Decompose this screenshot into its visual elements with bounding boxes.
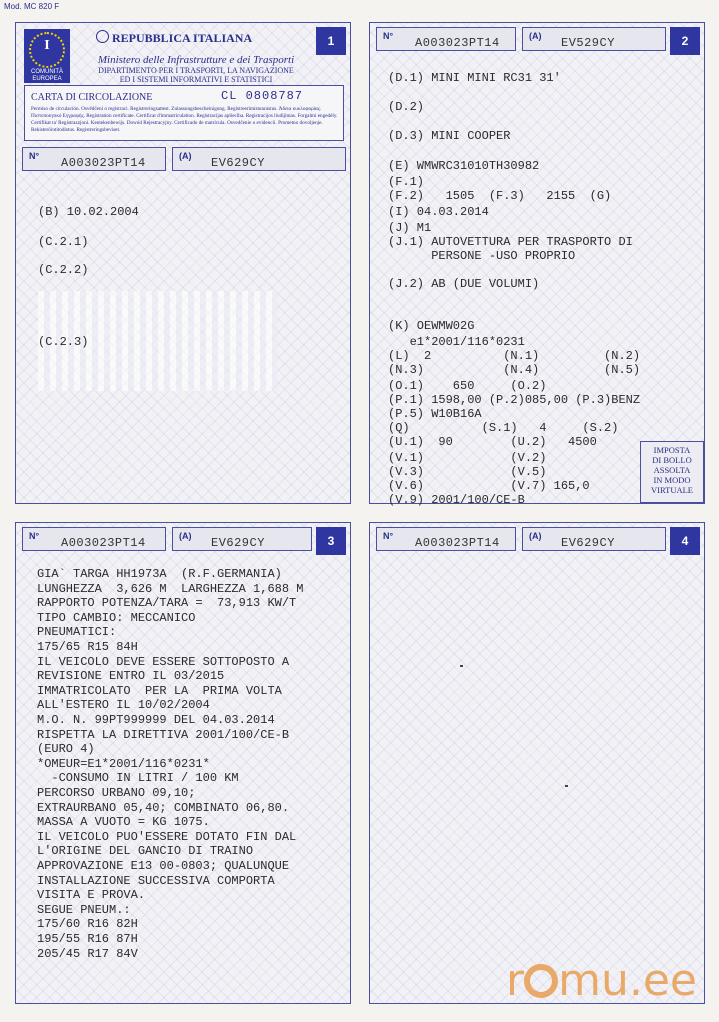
page-3 bbox=[15, 522, 351, 1004]
plate-box: (A) EV629CY bbox=[172, 527, 312, 551]
vehicle-data-line: (O.1) 650 (O.2) bbox=[388, 379, 547, 393]
note-line: IL VEICOLO PUO'ESSERE DOTATO FIN DAL bbox=[37, 829, 297, 844]
department-line-1: DIPARTIMENTO PER I TRASPORTI, LA NAVIGAZIONE bbox=[98, 66, 294, 75]
note-line: ALL'ESTERO IL 10/02/2004 bbox=[37, 698, 210, 713]
plate-number: EV629CY bbox=[211, 536, 265, 550]
vehicle-data-line: (J) M1 bbox=[388, 221, 432, 235]
note-line: (EURO 4) bbox=[37, 742, 95, 757]
note-line: VISITA E PROVA. bbox=[37, 888, 146, 903]
speck bbox=[460, 665, 463, 667]
vehicle-data-line: (V.6) (V.7) 165,0 bbox=[388, 479, 590, 493]
vehicle-data-line: PERSONE -USO PROPRIO bbox=[388, 249, 576, 263]
plate-box: (A) EV629CY bbox=[522, 527, 666, 551]
tax-stamp bbox=[640, 441, 704, 503]
document-number-box: N° A003023PT14 bbox=[376, 527, 516, 551]
vehicle-data-line: (Q) (S.1) 4 (S.2) bbox=[388, 421, 619, 435]
page-4 bbox=[369, 522, 705, 1004]
note-line: IMMATRICOLATO PER LA PRIMA VOLTA bbox=[37, 683, 282, 698]
note-line: MASSA A VUOTO = KG 1075. bbox=[37, 815, 210, 830]
note-line: 175/65 R15 84H bbox=[37, 640, 138, 654]
watermark-o-icon bbox=[524, 964, 558, 998]
vehicle-data-line: (D.1) MINI MINI RC31 31' bbox=[388, 71, 561, 85]
document-number: A003023PT14 bbox=[415, 36, 500, 50]
note-line: LUNGHEZZA 3,626 M LARGHEZZA 1,688 M bbox=[37, 581, 304, 596]
republic-emblem-icon bbox=[96, 30, 109, 43]
note-line: TIPO CAMBIO: MECCANICO bbox=[37, 610, 196, 625]
document-number-box: N° A003023PT14 bbox=[376, 27, 516, 51]
vehicle-data-line: (E) WMWRC31010TH30982 bbox=[388, 159, 540, 173]
plate-number: EV629CY bbox=[561, 536, 615, 550]
plate-box: (A) EV529CY bbox=[522, 27, 666, 51]
note-line: IL VEICOLO DEVE ESSERE SOTTOPOSTO A bbox=[37, 654, 290, 669]
note-line: 205/45 R17 84V bbox=[37, 946, 138, 961]
vehicle-data-line: (J.1) AUTOVETTURA PER TRASPORTO DI bbox=[388, 235, 633, 249]
note-line: RISPETTA LA DIRETTIVA 2001/100/CE-B bbox=[37, 727, 290, 742]
stamp-line: DI BOLLO bbox=[652, 455, 692, 465]
vehicle-data-line: (L) 2 (N.1) (N.2) bbox=[388, 349, 641, 363]
republic-title: REPUBBLICA ITALIANA bbox=[112, 31, 253, 45]
carta-number: CL 0808787 bbox=[221, 89, 304, 103]
stamp-line: VIRTUALE bbox=[651, 485, 693, 495]
document-number-box: N° A003023PT14 bbox=[22, 147, 166, 171]
vehicle-data-line: (F.1) bbox=[388, 175, 425, 189]
field-c23: (C.2.3) bbox=[38, 335, 89, 349]
vehicle-data-line: (P.5) W10B16A bbox=[388, 407, 482, 421]
carta-box bbox=[24, 85, 344, 141]
note-line: SEGUE PNEUM.: bbox=[37, 902, 131, 917]
document-number-box: N° A003023PT14 bbox=[22, 527, 166, 551]
vehicle-data-line: (V.3) (V.5) bbox=[388, 465, 547, 479]
eu-label: COMUNITÀ EUROPEA bbox=[31, 69, 63, 82]
vehicle-data-line: e1*2001/116*0231 bbox=[388, 335, 525, 349]
watermark-logo: r mu.ee bbox=[506, 955, 697, 1006]
stamp-line: IN MODO bbox=[653, 475, 691, 485]
stamp-line: ASSOLTA bbox=[653, 465, 691, 475]
note-line: M.O. N. 99PT999999 DEL 04.03.2014 bbox=[37, 713, 275, 727]
plate-number: EV629CY bbox=[211, 156, 265, 170]
plate-number: EV529CY bbox=[561, 36, 615, 50]
field-c21: (C.2.1) bbox=[38, 235, 89, 249]
department-line-2: ED I SISTEMI INFORMATIVI E STATISTICI bbox=[119, 75, 273, 84]
field-b: (B) 10.02.2004 bbox=[38, 205, 139, 219]
note-line: EXTRAURBANO 05,40; COMBINATO 06,80. bbox=[37, 800, 290, 815]
field-c22: (C.2.2) bbox=[38, 263, 89, 277]
vehicle-data-line: (N.3) (N.4) (N.5) bbox=[388, 363, 641, 377]
note-line: *OMEUR=E1*2001/116*0231* bbox=[37, 756, 210, 771]
note-line: APPROVAZIONE E13 00-0803; QUALUNQUE bbox=[37, 859, 290, 873]
note-line: INSTALLAZIONE SUCCESSIVA COMPORTA bbox=[37, 873, 275, 888]
vehicle-data-line: (V.1) (V.2) bbox=[388, 451, 547, 465]
note-line: RAPPORTO POTENZA/TARA = 73,913 KW/T bbox=[37, 596, 297, 611]
note-line: GIA` TARGA HH1973A (R.F.GERMANIA) bbox=[37, 567, 282, 581]
vehicle-data-line: (F.2) 1505 (F.3) 2155 (G) bbox=[388, 189, 612, 203]
note-line: -CONSUMO IN LITRI / 100 KM bbox=[37, 771, 239, 786]
vehicle-data-line: (V.9) 2001/100/CE-B bbox=[388, 493, 525, 507]
document-number: A003023PT14 bbox=[61, 536, 146, 550]
page-1 bbox=[15, 22, 351, 504]
note-line: REVISIONE ENTRO IL 03/2015 bbox=[37, 669, 225, 684]
note-line: 175/60 R16 82H bbox=[37, 917, 138, 932]
document-number: A003023PT14 bbox=[61, 156, 146, 170]
page-number: 1 bbox=[316, 27, 346, 55]
vehicle-data-line: (D.3) MINI COOPER bbox=[388, 129, 511, 143]
eu-flag-icon: I COMUNITÀ EUROPEA bbox=[24, 29, 70, 83]
carta-title: CARTA DI CIRCOLAZIONE bbox=[31, 92, 153, 103]
stamp-line: IMPOSTA bbox=[653, 445, 691, 455]
vehicle-data-line: (K) OEWMW02G bbox=[388, 319, 475, 333]
page-number: 3 bbox=[316, 527, 346, 555]
document-number: A003023PT14 bbox=[415, 536, 500, 550]
page-number: 2 bbox=[670, 27, 700, 55]
note-line: L'ORIGINE DEL GANCIO DI TRAINO bbox=[37, 844, 254, 859]
vehicle-data-line: (I) 04.03.2014 bbox=[388, 205, 489, 219]
vehicle-data-line: (D.2) bbox=[388, 100, 425, 114]
speck bbox=[565, 785, 568, 787]
ministry-header bbox=[76, 54, 316, 84]
note-line: 195/55 R16 87H bbox=[37, 932, 138, 946]
model-label: Mod. MC 820 F bbox=[4, 2, 60, 11]
page-2 bbox=[369, 22, 705, 507]
multilingual-text: Permiso de circulación. Osvědčení o registraci. Registreringsattest. Zulassungsbescheinigung. Registreerimistunnistus. Άδεια κυκλοφορίας. Πιστοποιητικό Εγγραφής. Registration certificate. Certificat d'immatriculation. Registracijas apliecība. Registracijos liudijimas. Forgalmi engedély. Certifikat ta' Registrazzjoni. Kentekenbewijs. Dowód Rejestracyjny. Certificado de matrícula. Osvedčenie o evidencii. Prometno dovoljenje. Rekisteröintitodistus. Registreringsbeviset. bbox=[31, 106, 338, 133]
note-line: PERCORSO URBANO 09,10; bbox=[37, 786, 196, 800]
vehicle-data-line: (J.2) AB (DUE VOLUMI) bbox=[388, 277, 540, 291]
vehicle-data-line: (U.1) 90 (U.2) 4500 bbox=[388, 435, 597, 449]
page-number: 4 bbox=[670, 527, 700, 555]
vehicle-data-line: (P.1) 1598,00 (P.2)085,00 (P.3)BENZ bbox=[388, 393, 641, 407]
note-line: PNEUMATICI: bbox=[37, 625, 117, 640]
ministry-name: Ministero delle Infrastrutture e dei Trasporti bbox=[97, 54, 295, 66]
plate-box: (A) EV629CY bbox=[172, 147, 346, 171]
